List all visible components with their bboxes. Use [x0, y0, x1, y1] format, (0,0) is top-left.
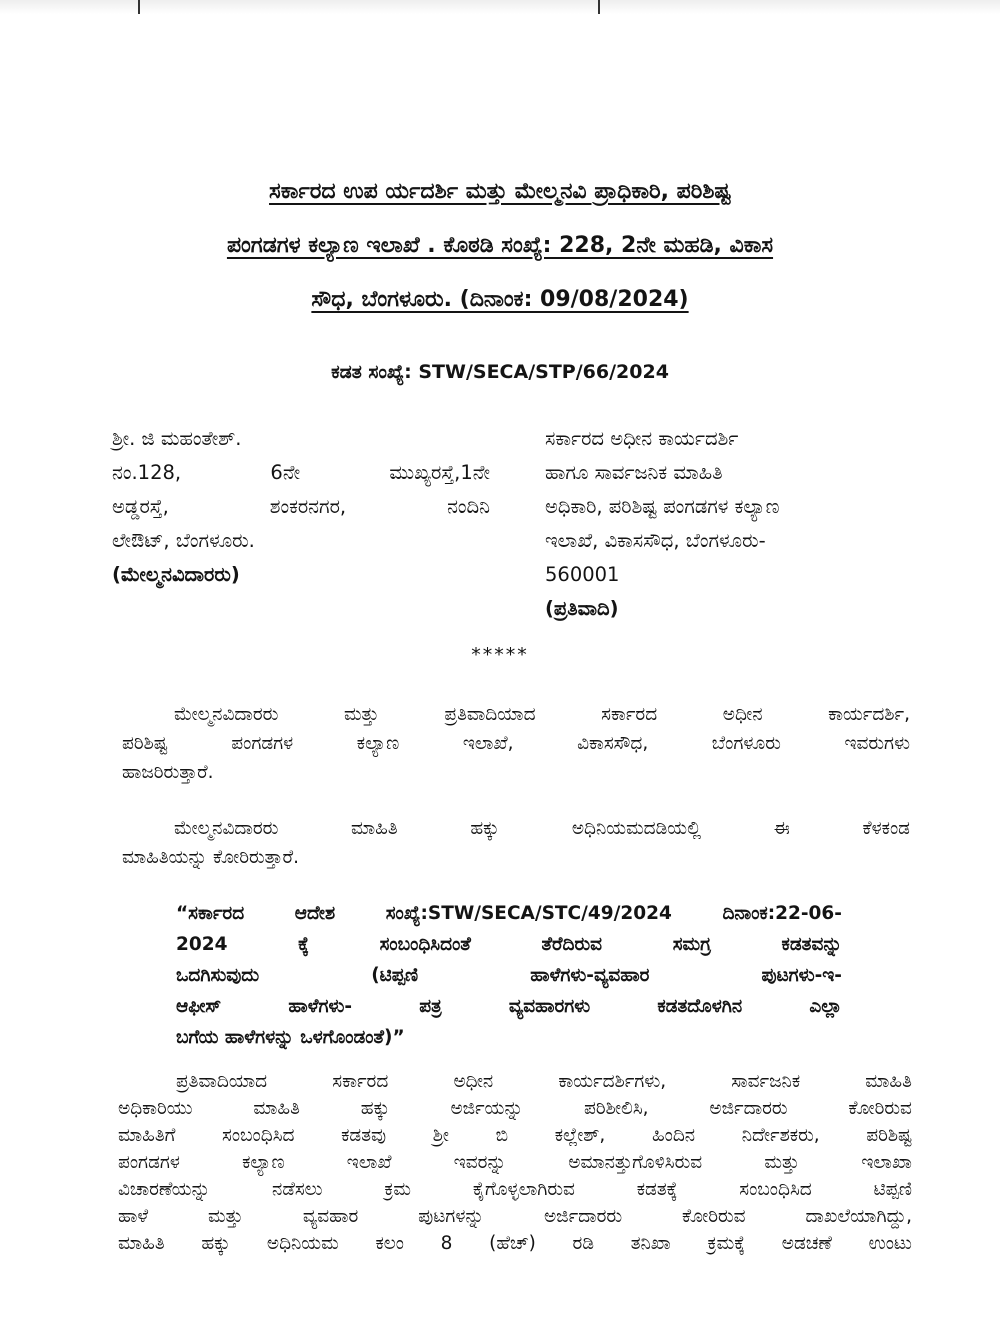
word: ಕಡತವು	[341, 1125, 387, 1146]
word: ಪತ್ರ	[419, 996, 442, 1017]
word: ಆಫೀಸ್	[176, 996, 222, 1017]
paragraph-line	[122, 700, 910, 729]
word: ಮುಖ್ಯರಸ್ತೆ,1ನೇ	[389, 461, 490, 484]
word: ಕೋರಿರುವ	[682, 1206, 746, 1227]
word: ಪಂಗಡಗಳ	[118, 1152, 180, 1173]
word: ಒದಗಿಸುವುದು	[176, 965, 260, 986]
quoted-request	[176, 898, 842, 1053]
word: ಮೇಲ್ಮನವಿದಾರರು	[174, 704, 279, 725]
word: ಕಲ್ಯಾಣ	[356, 733, 400, 754]
word: ಕಲ್ಯಾಣ	[242, 1152, 285, 1173]
word: ಪರಿಶಿಷ್ಟ	[866, 1125, 912, 1146]
quote-line	[176, 929, 842, 960]
word: ಇಲಾಖೆ	[346, 1152, 392, 1173]
word: ಸರ್ಕಾರದ	[332, 1071, 389, 1092]
word: ಹಿಂದಿನ	[651, 1125, 696, 1146]
word: ದಾಖಲೆಯಾಗಿದ್ದು,	[805, 1206, 912, 1227]
word: ಕ್ಕೆ	[298, 934, 309, 955]
word: ಅರ್ಜಿಯನ್ನು	[450, 1098, 524, 1119]
respondent-line: ಹಾಗೂ ಸಾರ್ವಜನಿಕ ಮಾಹಿತಿ	[545, 461, 723, 484]
paragraph-line	[118, 1095, 912, 1122]
word: ಬಿ	[495, 1125, 509, 1146]
respondent-block	[545, 422, 965, 626]
word: ಸಂಖ್ಯೆ:STW/SECA/STC/49/2024	[385, 903, 672, 924]
word: ಅಧಿಕಾರಿಯು	[118, 1098, 193, 1119]
quote-line	[176, 991, 842, 1022]
word: ಕಾರ್ಯದರ್ಶಿ,	[828, 704, 910, 725]
word: ನಂ.128,	[112, 461, 182, 484]
word: ಅಡ್ಡರಸ್ತೆ,	[112, 495, 169, 518]
word: ಇವರನ್ನು	[453, 1152, 507, 1173]
heading-line: ಸೌಧ, ಬೆಂಗಳೂರು. (ದಿನಾಂಕ: 09/08/2024)	[311, 287, 689, 312]
word: ಅರ್ಜಿದಾರರು	[543, 1206, 623, 1227]
word: ಕಾರ್ಯದರ್ಶಿಗಳು,	[558, 1071, 667, 1092]
word: ಈ	[773, 818, 790, 839]
word: ಕ್ರಮಕ್ಕೆ	[707, 1233, 746, 1254]
paragraph-line	[118, 1203, 912, 1230]
separator: *****	[471, 644, 529, 666]
word: ಕೆಳಕಂಡ	[862, 818, 910, 839]
respondent-line: 560001	[545, 563, 620, 586]
appellant-name: ಶ್ರೀ. ಜಿ ಮಹಂತೇಶ್.	[112, 427, 242, 450]
paragraph-request	[122, 814, 910, 872]
word: ಟಿಪ್ಪಣಿ	[873, 1179, 912, 1200]
word: ಮಾಹಿತಿ	[351, 818, 398, 839]
word: ಪರಿಶಿಷ್ಟ	[122, 733, 168, 754]
word: ಪಂಗಡಗಳ	[231, 733, 294, 754]
quote-line: ಬಗೆಯ ಹಾಳೆಗಳನ್ನು ಒಳಗೊಂಡಂತೆ)”	[176, 1027, 405, 1048]
respondent-line: ಸರ್ಕಾರದ ಅಧೀನ ಕಾರ್ಯದರ್ಶಿ	[545, 427, 739, 450]
appellant-role: (ಮೇಲ್ಮನವಿದಾರರು)	[112, 563, 240, 586]
word: ಇಲಾಖೆ,	[462, 733, 514, 754]
word: ಪರಿಶೀಲಿಸಿ,	[583, 1098, 649, 1119]
word: 6ನೇ	[270, 461, 301, 484]
word: ಇವರುಗಳು	[844, 733, 910, 754]
paragraph-line: ಮಾಹಿತಿಯನ್ನು ಕೋರಿರುತ್ತಾರೆ.	[122, 847, 299, 868]
word: ಸಂಬಂಧಿಸಿದಂತೆ	[379, 934, 471, 955]
word: ಸಂಬಂಧಿಸಿದ	[739, 1179, 812, 1200]
word: ಶಂಕರನಗರ,	[269, 495, 347, 518]
word: ದಿನಾಂಕ:22-06-	[722, 903, 842, 924]
word: ಹಾಳೆಗಳು-ವ್ಯವಹಾರ	[530, 965, 650, 986]
word: ಅರ್ಜಿದಾರರು	[709, 1098, 788, 1119]
word: ವ್ಯವಹಾರ	[302, 1206, 359, 1227]
paragraph-line	[118, 1230, 912, 1257]
word: ರಡಿ	[572, 1233, 594, 1254]
word: ಬೆಂಗಳೂರು	[711, 733, 781, 754]
word: ಕಲಂ	[375, 1233, 404, 1254]
word: ಕೋರಿರುವ	[848, 1098, 912, 1119]
quote-line	[176, 960, 842, 991]
page-edge-mark	[598, 0, 600, 14]
heading-line: ಸರ್ಕಾರದ ಉಪ ರ್ಯದರ್ಶಿ ಮತ್ತು ಮೇಲ್ಮನವಿ ಪ್ರಾಧಿಕಾರಿ, ಪರಿಶಿಷ್ಟ	[269, 179, 731, 204]
word: ಪುಟಗಳನ್ನು	[418, 1206, 485, 1227]
word: ಶ್ರೀ	[432, 1125, 450, 1146]
word: ಸಂಬಂಧಿಸಿದ	[222, 1125, 295, 1146]
word: ಆದೇಶ	[294, 903, 336, 924]
word: ನಂದಿನಿ	[447, 495, 490, 518]
file-number: ಕಡತ ಸಂಖ್ಯೆ: STW/SECA/STP/66/2024	[331, 361, 669, 383]
word: ಮತ್ತು	[343, 704, 379, 725]
paragraph-line	[122, 729, 910, 758]
paragraph-line	[122, 814, 910, 843]
word: ಅಧಿನಿಯಮದಡಿಯಲ್ಲಿ	[571, 818, 702, 839]
word: ನಿರ್ದೇಶಕರು,	[741, 1125, 820, 1146]
word: ಕ್ರಮ	[384, 1179, 412, 1200]
appellant-address-line	[112, 456, 490, 490]
paragraph-response	[118, 1068, 912, 1257]
word: ಹಕ್ಕು	[201, 1233, 231, 1254]
heading-line: ಪಂಗಡಗಳ ಕಲ್ಯಾಣ ಇಲಾಖೆ . ಕೊಠಡಿ ಸಂಖ್ಯೆ: 228, 2ನೇ ಮಹಡಿ, ವಿಕಾಸ	[226, 233, 774, 258]
word: ಹಾಳೆ	[118, 1206, 149, 1227]
word: ವಿಕಾಸಸೌಧ,	[577, 733, 649, 754]
respondent-role: (ಪ್ರತಿವಾದಿ)	[545, 597, 619, 620]
word: ಕೈಗೊಳ್ಳಲಾಗಿರುವ	[472, 1179, 575, 1200]
word: ಮತ್ತು	[764, 1152, 800, 1173]
word: ಸರ್ಕಾರದ	[601, 704, 658, 725]
word: “ಸರ್ಕಾರದ	[176, 903, 245, 924]
word: ಪ್ರತಿವಾದಿಯಾದ	[176, 1071, 268, 1092]
word: ಮಾಹಿತಿ	[865, 1071, 912, 1092]
word: ವಿಚಾರಣೆಯನ್ನು	[118, 1179, 211, 1200]
paragraph-line	[118, 1122, 912, 1149]
word: ಹಕ್ಕು	[360, 1098, 390, 1119]
appellant-address-line: ಲೇಔಟ್, ಬೆಂಗಳೂರು.	[112, 529, 255, 552]
word: ಸಾರ್ವಜನಿಕ	[731, 1071, 801, 1092]
word: ಮೇಲ್ಮನವಿದಾರರು	[174, 818, 279, 839]
word: (ಹೆಚ್)	[489, 1233, 536, 1254]
respondent-line: ಅಧಿಕಾರಿ, ಪರಿಶಿಷ್ಟ ಪಂಗಡಗಳ ಕಲ್ಯಾಣ	[545, 495, 780, 518]
word: ತನಿಖಾ	[630, 1233, 671, 1254]
paragraph-line: ಹಾಜರಿರುತ್ತಾರೆ.	[122, 762, 214, 783]
paragraph-line	[118, 1149, 912, 1176]
word: ಹಕ್ಕು	[470, 818, 500, 839]
word: ಕಲ್ಲೇಶ್,	[554, 1125, 606, 1146]
page-top-edge	[0, 0, 1000, 14]
word: ಪುಟಗಳು-ಇ-	[761, 965, 842, 986]
word: ಹಾಳೆಗಳು-	[288, 996, 353, 1017]
word: ಅಮಾನತ್ತುಗೊಳಿಸಿರುವ	[568, 1152, 703, 1173]
word: ಇಲಾಖಾ	[861, 1152, 912, 1173]
word: ಕಡತಕ್ಕೆ	[636, 1179, 678, 1200]
document-heading	[80, 165, 920, 327]
word: 8	[440, 1233, 453, 1254]
word: ಮಾಹಿತಿ	[118, 1233, 165, 1254]
word: ಮತ್ತು	[208, 1206, 243, 1227]
word: ನಡೆಸಲು	[272, 1179, 323, 1200]
paragraph-attendance	[122, 700, 910, 787]
word: (ಟಿಪ್ಪಣಿ	[371, 965, 419, 986]
word: ಕಡತವನ್ನು	[781, 934, 842, 955]
word: ಅಧೀನ	[453, 1071, 494, 1092]
respondent-line: ಇಲಾಖೆ, ವಿಕಾಸಸೌಧ, ಬೆಂಗಳೂರು-	[545, 529, 766, 552]
word: ಮಾಹಿತಿ	[253, 1098, 300, 1119]
word: ಅಧೀನ	[722, 704, 763, 725]
word: ಕಡತದೊಳಗಿನ	[657, 996, 743, 1017]
word: ಸಮಗ್ರ	[672, 934, 711, 955]
paragraph-line	[118, 1068, 912, 1095]
word: ಎಲ್ಲಾ	[809, 996, 842, 1017]
paragraph-line	[118, 1176, 912, 1203]
appellant-block	[112, 422, 490, 592]
word: 2024	[176, 934, 228, 955]
quote-line	[176, 898, 842, 929]
word: ವ್ಯವಹಾರಗಳು	[508, 996, 591, 1017]
word: ಪ್ರತಿವಾದಿಯಾದ	[444, 704, 536, 725]
word: ಅಡಚಣೆ	[781, 1233, 832, 1254]
word: ಉಂಟು	[868, 1233, 912, 1254]
word: ಮಾಹಿತಿಗೆ	[118, 1125, 176, 1146]
appellant-address-line	[112, 490, 490, 524]
page-edge-mark	[138, 0, 140, 14]
word: ತೆರೆದಿರುವ	[541, 934, 603, 955]
word: ಅಧಿನಿಯಮ	[266, 1233, 339, 1254]
